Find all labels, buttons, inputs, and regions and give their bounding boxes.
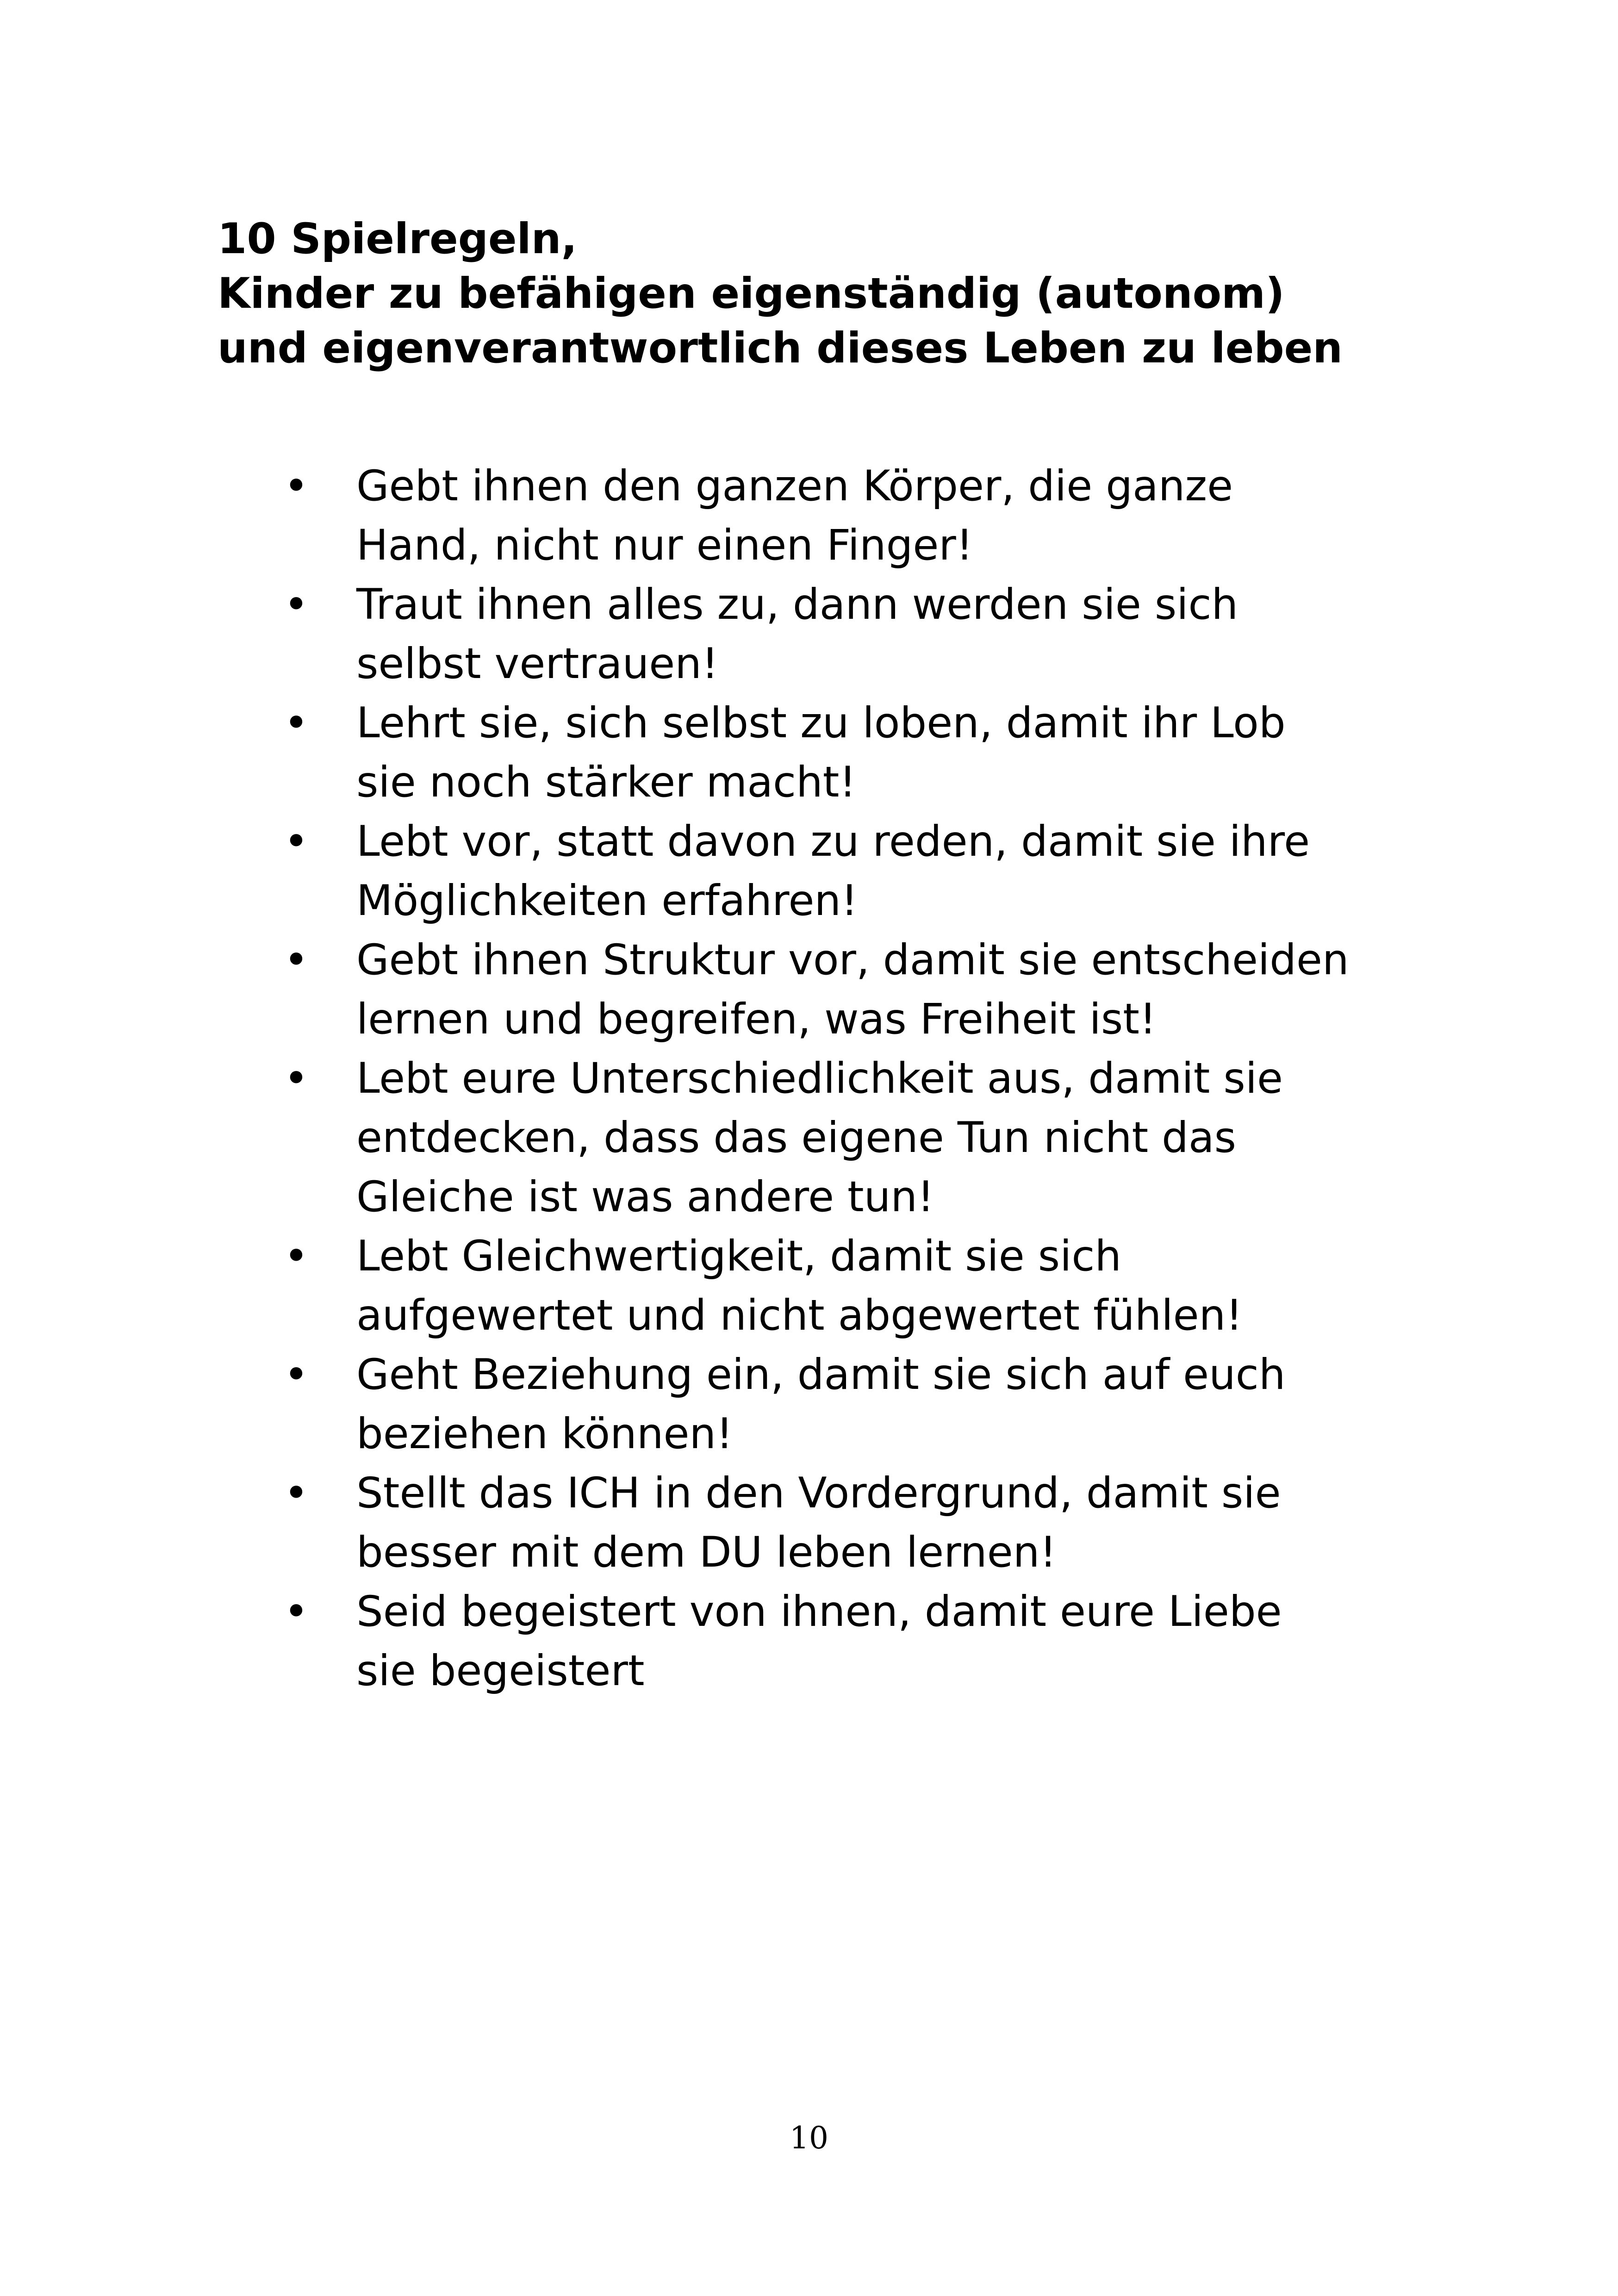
rule-text: [356, 1464, 1439, 1582]
bullet-icon: •: [284, 1232, 309, 1281]
bullet-icon: •: [284, 817, 309, 866]
rule-line: lernen und begreifen, was Freiheit ist!: [356, 995, 1157, 1044]
bullet-icon: •: [284, 1469, 309, 1518]
rule-line: aufgewertet und nicht abgewertet fühlen!: [356, 1291, 1243, 1340]
rule-line: Stellt das ICH in den Vordergrund, damit sie: [356, 1469, 1281, 1518]
rules-list: [282, 457, 1439, 1701]
rule-text: [356, 694, 1439, 812]
rule-text: [356, 931, 1439, 1049]
rule-item: [282, 575, 1439, 694]
rule-text: [356, 1227, 1439, 1345]
rule-text: [356, 1582, 1439, 1701]
rule-line: Gebt ihnen den ganzen Körper, die ganze: [356, 462, 1233, 510]
bullet-icon: •: [284, 1587, 309, 1636]
bullet-icon: •: [284, 462, 309, 510]
heading-line: und eigenverantwortlich dieses Leben zu leben: [218, 324, 1343, 373]
rule-line: Hand, nicht nur einen Finger!: [356, 521, 973, 570]
bullet-icon: •: [284, 699, 309, 747]
rule-text: [356, 457, 1439, 575]
rule-line: Gleiche ist was andere tun!: [356, 1173, 934, 1221]
rule-text: [356, 1049, 1439, 1227]
rule-item: [282, 1227, 1439, 1345]
bullet-icon: •: [284, 936, 309, 984]
rule-line: Lehrt sie, sich selbst zu loben, damit ihr Lob: [356, 699, 1286, 747]
rule-text: [356, 1345, 1439, 1464]
rule-item: [282, 694, 1439, 812]
rule-line: Gebt ihnen Struktur vor, damit sie entscheiden: [356, 936, 1349, 984]
rule-item: [282, 1345, 1439, 1464]
rule-line: Lebt vor, statt davon zu reden, damit sie ihre: [356, 817, 1310, 866]
rule-line: Lebt Gleichwertigkeit, damit sie sich: [356, 1232, 1122, 1281]
rule-line: besser mit dem DU leben lernen!: [356, 1528, 1057, 1577]
rule-line: beziehen können!: [356, 1410, 733, 1458]
bullet-icon: •: [284, 1054, 309, 1103]
bullet-icon: •: [284, 580, 309, 629]
rule-line: selbst vertrauen!: [356, 640, 719, 688]
rule-line: Geht Beziehung ein, damit sie sich auf euch: [356, 1350, 1286, 1399]
heading-line: Kinder zu befähigen eigenständig (autonom): [218, 269, 1285, 318]
rule-item: [282, 1464, 1439, 1582]
rule-line: Möglichkeiten erfahren!: [356, 877, 858, 925]
rule-line: entdecken, dass das eigene Tun nicht das: [356, 1114, 1237, 1162]
rule-line: Traut ihnen alles zu, dann werden sie sich: [356, 580, 1238, 629]
rule-line: sie begeistert: [356, 1647, 645, 1695]
rule-item: [282, 812, 1439, 931]
rule-line: sie noch stärker macht!: [356, 758, 856, 807]
rule-item: [282, 1582, 1439, 1701]
page-heading: [218, 212, 1343, 376]
rule-text: [356, 575, 1439, 694]
heading-line: 10 Spielregeln,: [218, 215, 578, 263]
bullet-icon: •: [284, 1350, 309, 1399]
rule-text: [356, 812, 1439, 931]
rule-line: Lebt eure Unterschiedlichkeit aus, damit sie: [356, 1054, 1283, 1103]
page-number: 10: [790, 2120, 828, 2156]
rule-item: [282, 931, 1439, 1049]
rule-line: Seid begeistert von ihnen, damit eure Liebe: [356, 1587, 1282, 1636]
rule-item: [282, 1049, 1439, 1227]
rule-item: [282, 457, 1439, 575]
